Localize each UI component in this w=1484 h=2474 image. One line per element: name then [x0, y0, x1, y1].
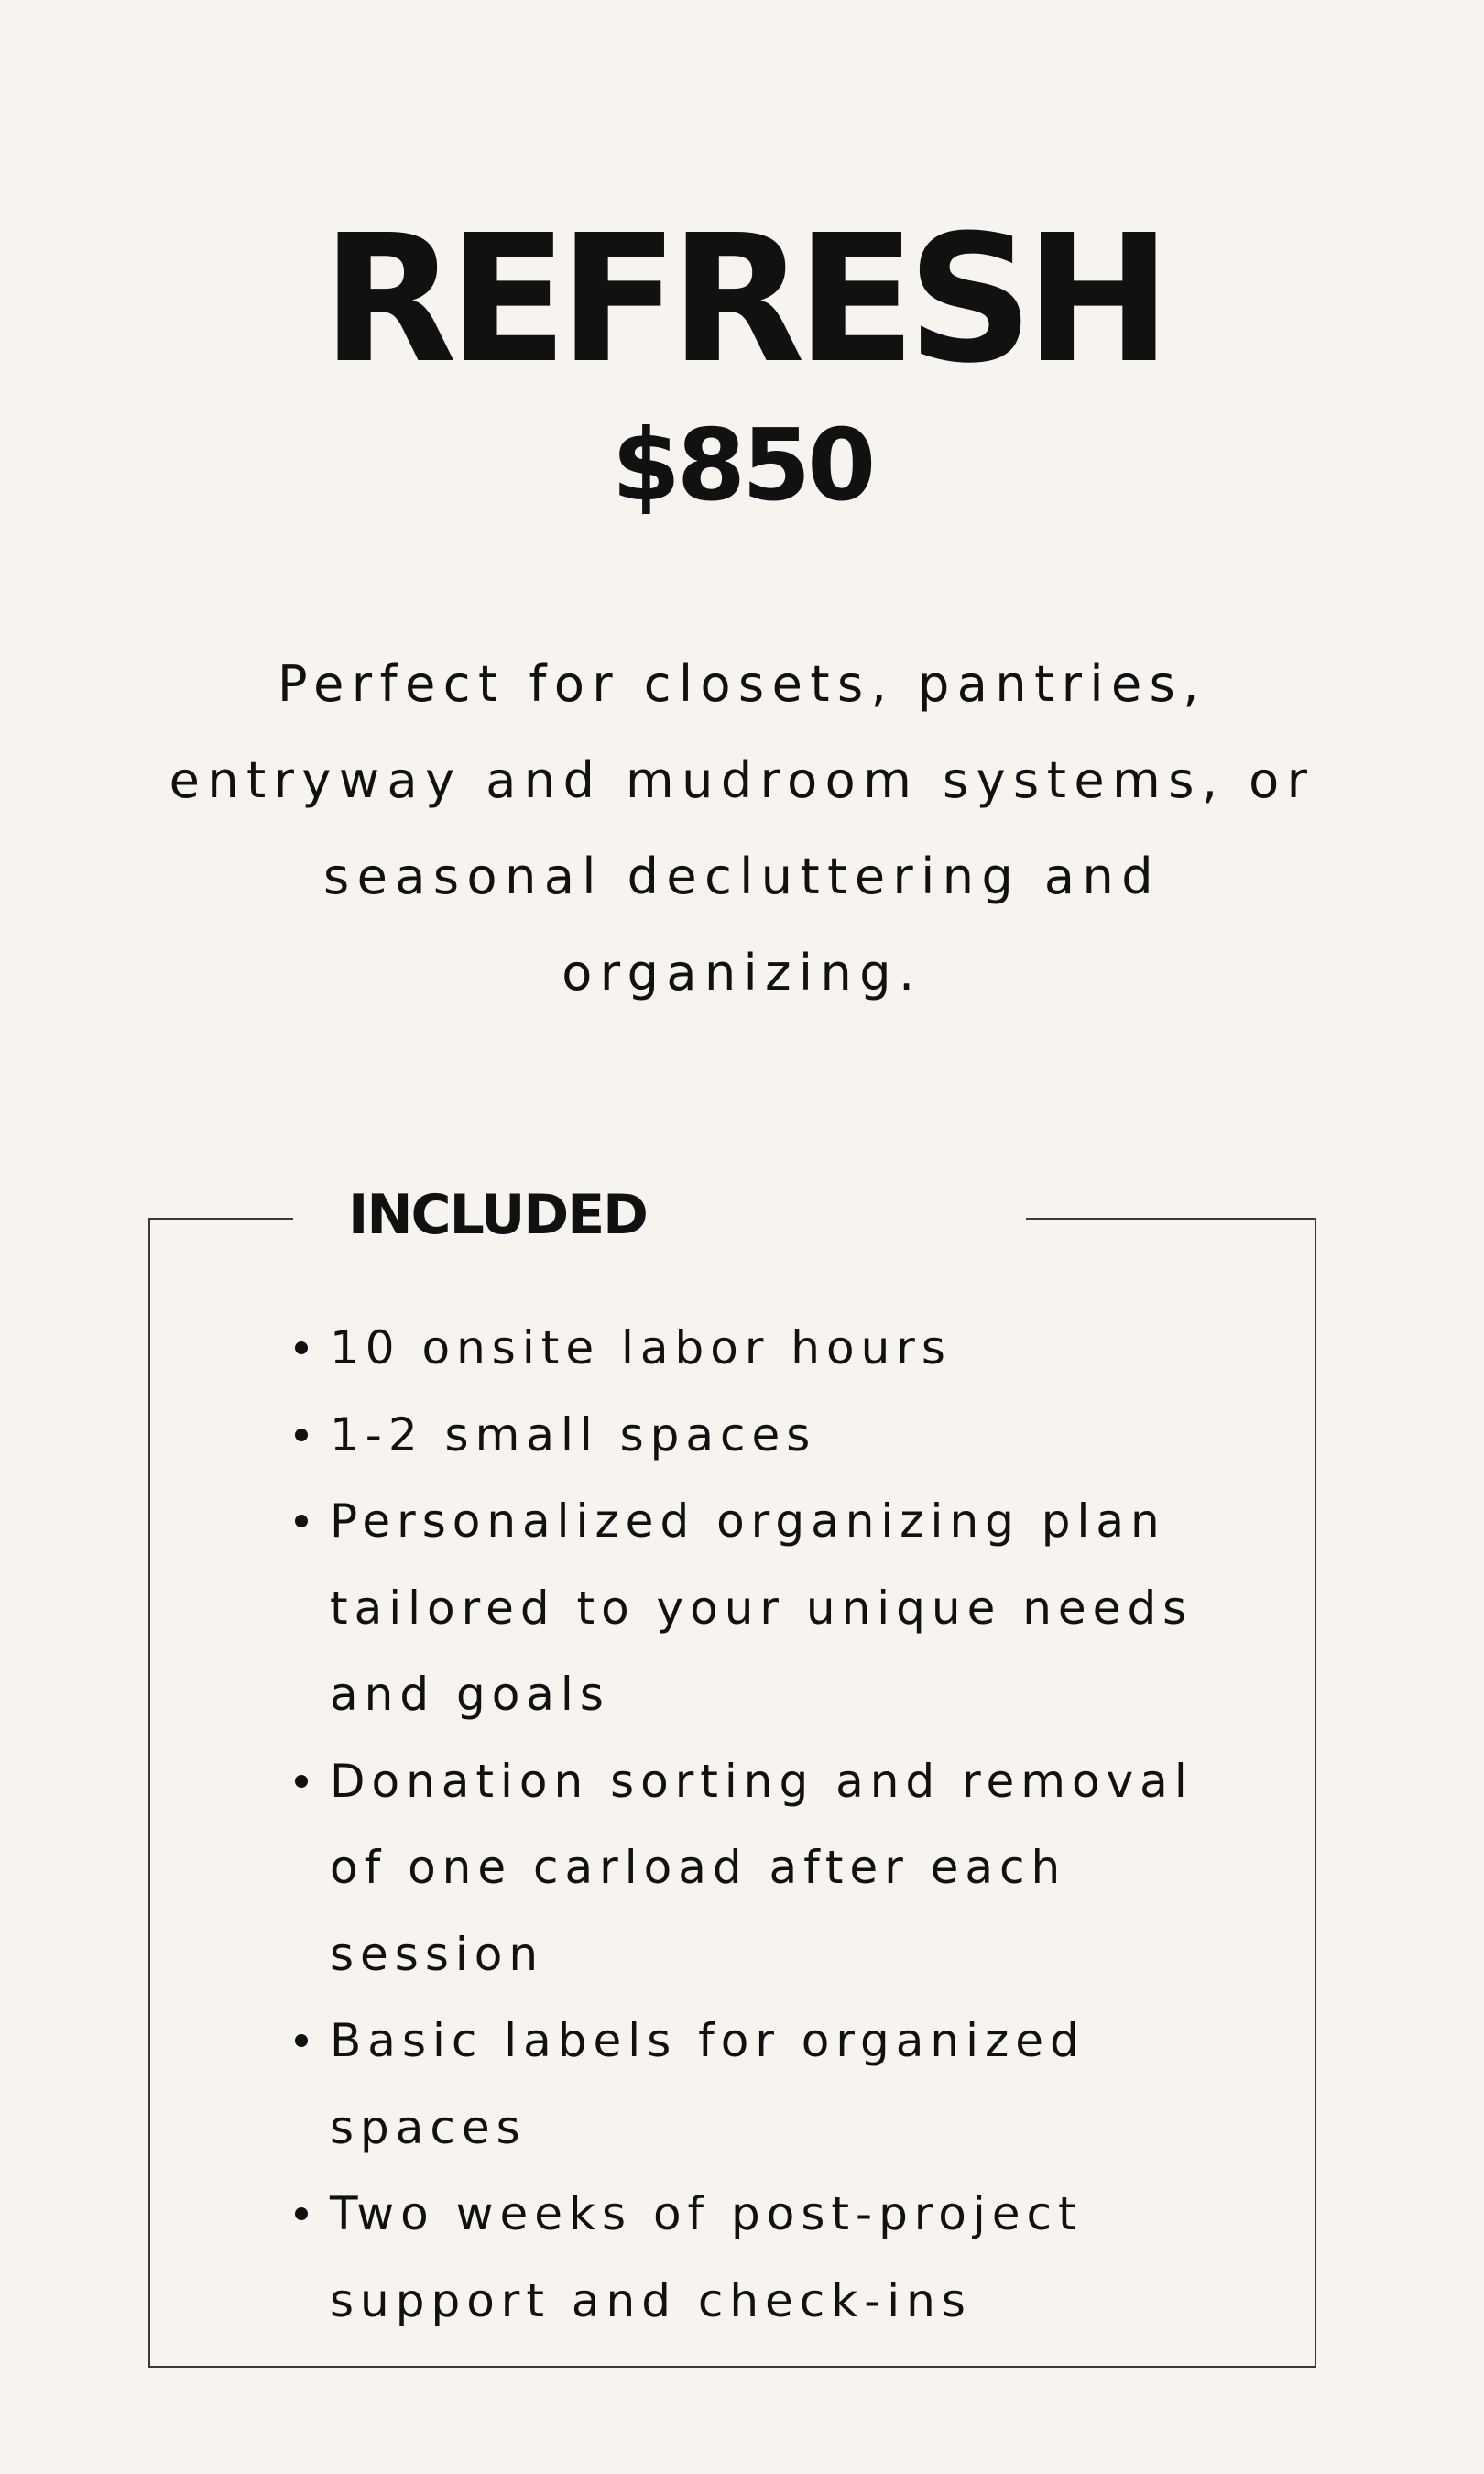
included-item-text: 1-2 small spaces	[330, 1407, 817, 1461]
included-item	[286, 1478, 1202, 1738]
included-item-text: Donation sorting and removal of one carload after each session	[330, 1754, 1194, 1981]
card-left-rule	[148, 1218, 150, 2368]
included-item	[286, 1738, 1202, 1998]
bullet-icon	[295, 1429, 308, 1441]
bullet-icon	[295, 1515, 308, 1527]
included-item	[286, 2171, 1202, 2344]
bullet-icon	[295, 2207, 308, 2220]
included-card	[148, 1183, 1316, 2368]
included-list	[286, 1305, 1202, 2344]
included-item	[286, 1305, 1202, 1392]
included-item-text: 10 onsite labor hours	[330, 1321, 952, 1374]
card-top-right-rule	[1026, 1218, 1316, 1220]
included-item-text: Basic labels for organized spaces	[330, 2014, 1086, 2154]
package-title: REFRESH	[321, 198, 1163, 402]
included-item	[286, 1998, 1202, 2171]
card-top-left-rule	[148, 1218, 293, 1220]
card-bottom-rule	[148, 2366, 1316, 2368]
package-description: Perfect for closets, pantries, entryway and mudroom systems, or seasonal decluttering and organizing.	[169, 655, 1315, 1002]
bullet-icon	[295, 1341, 308, 1354]
bullet-icon	[295, 2034, 308, 2047]
included-item-text: Personalized organizing plan tailored to your unique needs and goals	[330, 1494, 1194, 1721]
included-heading: INCLUDED	[348, 1183, 647, 1247]
included-item	[286, 1392, 1202, 1479]
bullet-icon	[295, 1775, 308, 1788]
package-price: $850	[611, 409, 873, 523]
card-right-rule	[1315, 1218, 1316, 2368]
included-item-text: Two weeks of post-project support and check-ins	[330, 2187, 1083, 2327]
